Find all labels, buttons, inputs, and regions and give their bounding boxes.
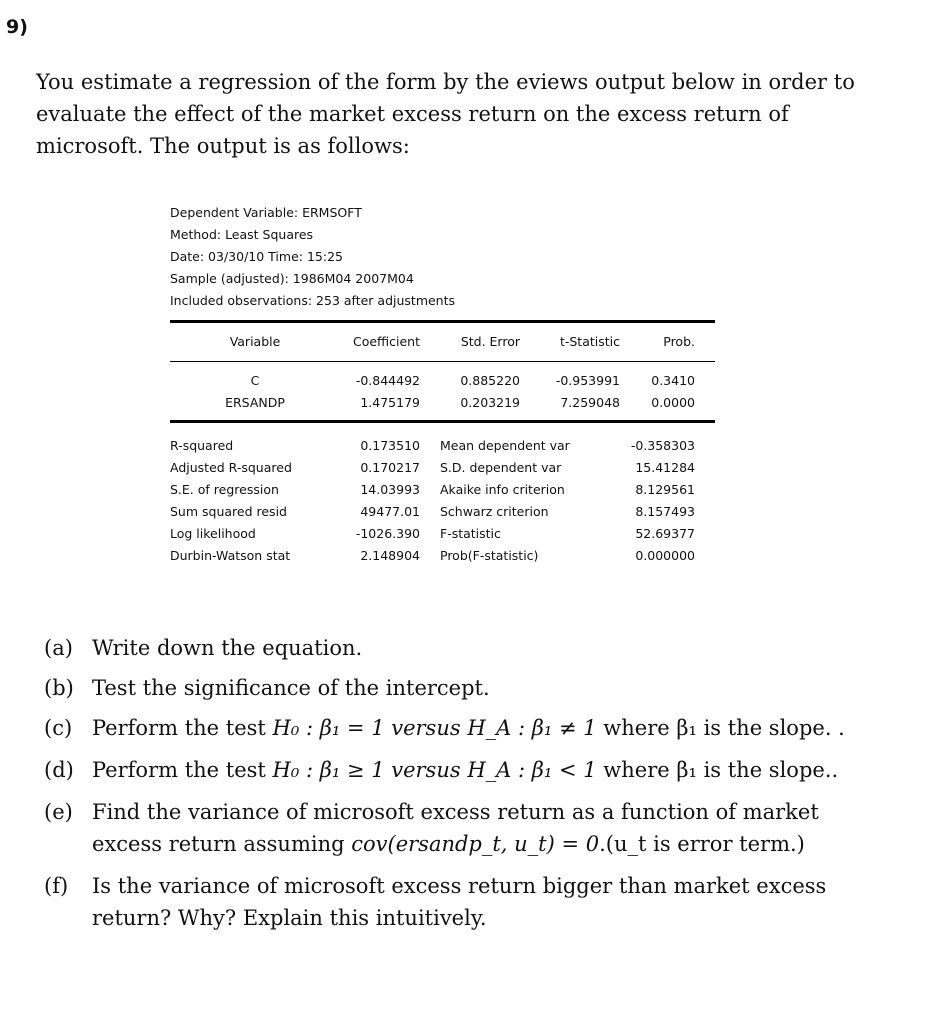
coef-variable: ERSANDP [225, 395, 285, 410]
stat-label-2: Mean dependent var [440, 438, 570, 453]
part-a [44, 632, 874, 664]
coef-t-stat: 7.259048 [560, 395, 620, 410]
stat-label-2: Akaike info criterion [440, 482, 565, 497]
sample-line: Sample (adjusted): 1986M04 2007M04 [170, 271, 414, 286]
part-text-end: where β₁ is the slope.. [596, 758, 839, 782]
part-label: (b) [44, 676, 74, 700]
stat-value-2: 0.000000 [635, 548, 695, 563]
stat-value: 0.170217 [360, 460, 420, 475]
part-text: Perform the test [92, 716, 273, 740]
part-d [44, 754, 874, 786]
stat-label: S.E. of regression [170, 482, 279, 497]
coefficient-table [170, 320, 715, 567]
part-c [44, 712, 874, 744]
coef-variable: C [250, 373, 260, 388]
stat-label: Sum squared resid [170, 504, 287, 519]
part-label: (e) [44, 800, 73, 824]
coef-prob: 0.0000 [651, 395, 695, 410]
stat-label: Adjusted R-squared [170, 460, 292, 475]
stat-row [170, 435, 715, 457]
part-math: H₀ : β₁ ≥ 1 versus H_A : β₁ < 1 [272, 758, 597, 782]
stat-row [170, 457, 715, 479]
coef-value: 1.475179 [360, 395, 420, 410]
coef-std-error: 0.885220 [460, 373, 520, 388]
eviews-output [170, 202, 715, 567]
part-e [44, 796, 874, 860]
stat-label: Log likelihood [170, 526, 256, 541]
stat-label-2: S.D. dependent var [440, 460, 562, 475]
question-parts [44, 632, 874, 934]
stat-label-2: F-statistic [440, 526, 501, 541]
column-header-std-error: Std. Error [460, 334, 520, 349]
stat-value-2: 15.41284 [635, 460, 695, 475]
column-header-coefficient: Coefficient [352, 334, 420, 349]
part-label: (a) [44, 636, 73, 660]
stat-value: 2.148904 [360, 548, 420, 563]
coef-prob: 0.3410 [651, 373, 695, 388]
question-intro: You estimate a regression of the form by the eviews output below in order to evaluate the effect of the market excess return on the excess return of microsoft. The output is as follows: [36, 70, 855, 158]
part-text-end: where β₁ is the slope. . [596, 716, 845, 740]
stat-row [170, 523, 715, 545]
part-math: cov(ersandp_t, u_t) = 0 [351, 832, 600, 856]
stat-value: 14.03993 [360, 482, 420, 497]
stat-label-2: Schwarz criterion [440, 504, 549, 519]
part-label: (f) [44, 874, 69, 898]
part-text: Find the variance of microsoft excess return as a function of market excess return assuming [92, 800, 819, 856]
part-math: H₀ : β₁ = 1 versus H_A : β₁ ≠ 1 [272, 716, 597, 740]
part-b [44, 672, 874, 704]
stat-value: 49477.01 [360, 504, 420, 519]
column-header-row [170, 323, 715, 361]
stat-value: 0.173510 [360, 438, 420, 453]
coef-t-stat: -0.953991 [555, 373, 620, 388]
method-line: Method: Least Squares [170, 227, 314, 242]
stat-row [170, 479, 715, 501]
part-text: Perform the test [92, 758, 273, 782]
coef-value: -0.844492 [355, 373, 420, 388]
stat-label: Durbin-Watson stat [170, 548, 291, 563]
part-text-end: .(u_t is error term.) [599, 832, 805, 856]
part-label: (c) [44, 716, 73, 740]
column-header-t-statistic: t-Statistic [559, 334, 620, 349]
column-header-prob: Prob. [663, 334, 695, 349]
part-label: (d) [44, 758, 74, 782]
question-number: 9) [6, 16, 28, 38]
stat-row [170, 501, 715, 523]
coef-row [170, 392, 715, 414]
summary-stats [170, 435, 715, 567]
stat-label: R-squared [170, 438, 234, 453]
date-line: Date: 03/30/10 Time: 15:25 [170, 249, 343, 264]
part-text: Write down the equation. [92, 636, 363, 660]
stat-value-2: 8.157493 [635, 504, 695, 519]
stat-value-2: -0.358303 [630, 438, 695, 453]
stat-value-2: 8.129561 [635, 482, 695, 497]
stat-value: -1026.390 [355, 526, 420, 541]
stat-row [170, 545, 715, 567]
part-text: Is the variance of microsoft excess return bigger than market excess return? Why? Explain this intuitively. [92, 874, 827, 930]
stat-value-2: 52.69377 [635, 526, 695, 541]
part-text: Test the significance of the intercept. [92, 676, 490, 700]
stat-label-2: Prob(F-statistic) [440, 548, 539, 563]
observations-line: Included observations: 253 after adjustments [170, 293, 456, 308]
output-header [170, 202, 715, 312]
dependent-variable-line: Dependent Variable: ERMSOFT [170, 205, 362, 220]
column-header-variable: Variable [229, 334, 281, 349]
coef-row [170, 370, 715, 392]
coef-std-error: 0.203219 [460, 395, 520, 410]
part-f [44, 870, 874, 934]
